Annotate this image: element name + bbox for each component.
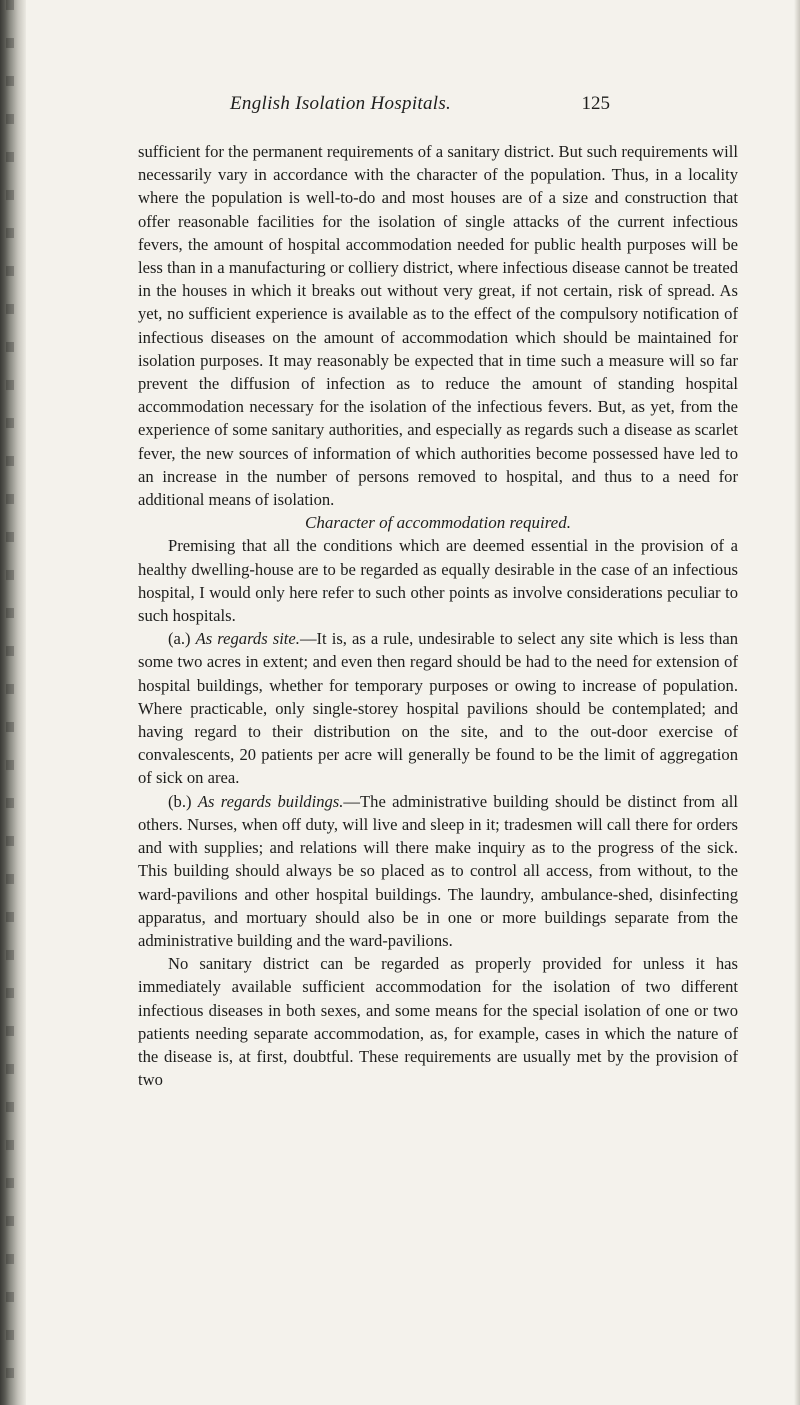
paragraph-buildings — [138, 790, 738, 952]
buildings-body: —The administrative building should be distinct from all others. Nurses, when off duty, will live and sleep in it; tradesmen will call there for orders and with supplies; and relations will there make inquiry as to the progress of the sick. This building should always be so placed as to control all access, from without, to the ward-pavilions and other hospital buildings. The laundry, ambulance-shed, disinfecting apparatus, and mortuary should also be in one or more buildings separate from the administrative building and the ward-pavilions. — [138, 791, 738, 950]
section-heading: Character of accommodation required. — [305, 513, 571, 533]
binding-stitching — [6, 0, 14, 1405]
running-header — [230, 93, 610, 121]
buildings-label: (b.) — [168, 791, 192, 811]
site-lead: As regards site. — [195, 629, 300, 649]
paragraph-premising: Premising that all the conditions which are deemed essential in the provision of a healthy dwelling-house are to be regarded as equally desirable in the case of an infectious hospital, I would only here refer to such other points as involve considerations peculiar to such hospitals. — [138, 536, 738, 626]
page-body — [138, 140, 738, 1091]
page-number: 125 — [581, 93, 610, 114]
running-header-title: English Isolation Hospitals. — [230, 93, 452, 114]
page-right-edge — [794, 0, 800, 1405]
buildings-lead: As regards buildings. — [197, 791, 344, 811]
site-body: —It is, as a rule, undesirable to select any site which is less than some two acres in extent; and even then regard should be had to the need for extension of hospital buildings, whether for temporary purposes or owing to increase of population. Where practicable, only single-storey hospital pavilions should be contemplated; and having regard to their distribution on the site, and to the out-door exercise of convalescents, 20 patients per acre will generally be found to be the limit of aggregation of sick on area. — [138, 629, 738, 788]
site-label: (a.) — [168, 629, 191, 649]
paragraph-continuation: sufficient for the permanent requirements of a sanitary district. But such requirements will necessarily vary in accordance with the character of the population. Thus, in a locality where the population is well-to-do and most houses are of a size and construction that offer reasonable facilities for the isolation of single attacks of the current infectious fevers, the amount of hospital accommodation needed for public health purposes will be less than in a manufacturing or colliery district, where infectious disease cannot be treated in the houses in which it breaks out without very great, if not certain, risk of spread. As yet, no sufficient experience is available as to the effect of the compulsory notification of infectious diseases on the amount of accommodation which should be maintained for isolation purposes. It may reasonably be expected that in time such a measure will so far prevent the diffusion of infection as to reduce the amount of standing hospital accommodation necessary for the isolation of the infectious fevers. But, as yet, from the experience of some sanitary authorities, and especially as regards such a disease as scarlet fever, the new sources of information of which authorities become possessed have led to an increase in the number of persons removed to hospital, and thus to a need for additional means of isolation. — [138, 142, 738, 510]
paragraph-site — [138, 627, 738, 789]
paragraph-sanitary-district: No sanitary district can be regarded as properly provided for unless it has immediately available sufficient accommodation for the isolation of two different infectious diseases in both sexes, and some means for the special isolation of one or two patients needing separate accommodation, as, for example, cases in which the nature of the disease is, at first, doubtful. These requirements are usually met by the provision of two — [138, 954, 738, 1090]
